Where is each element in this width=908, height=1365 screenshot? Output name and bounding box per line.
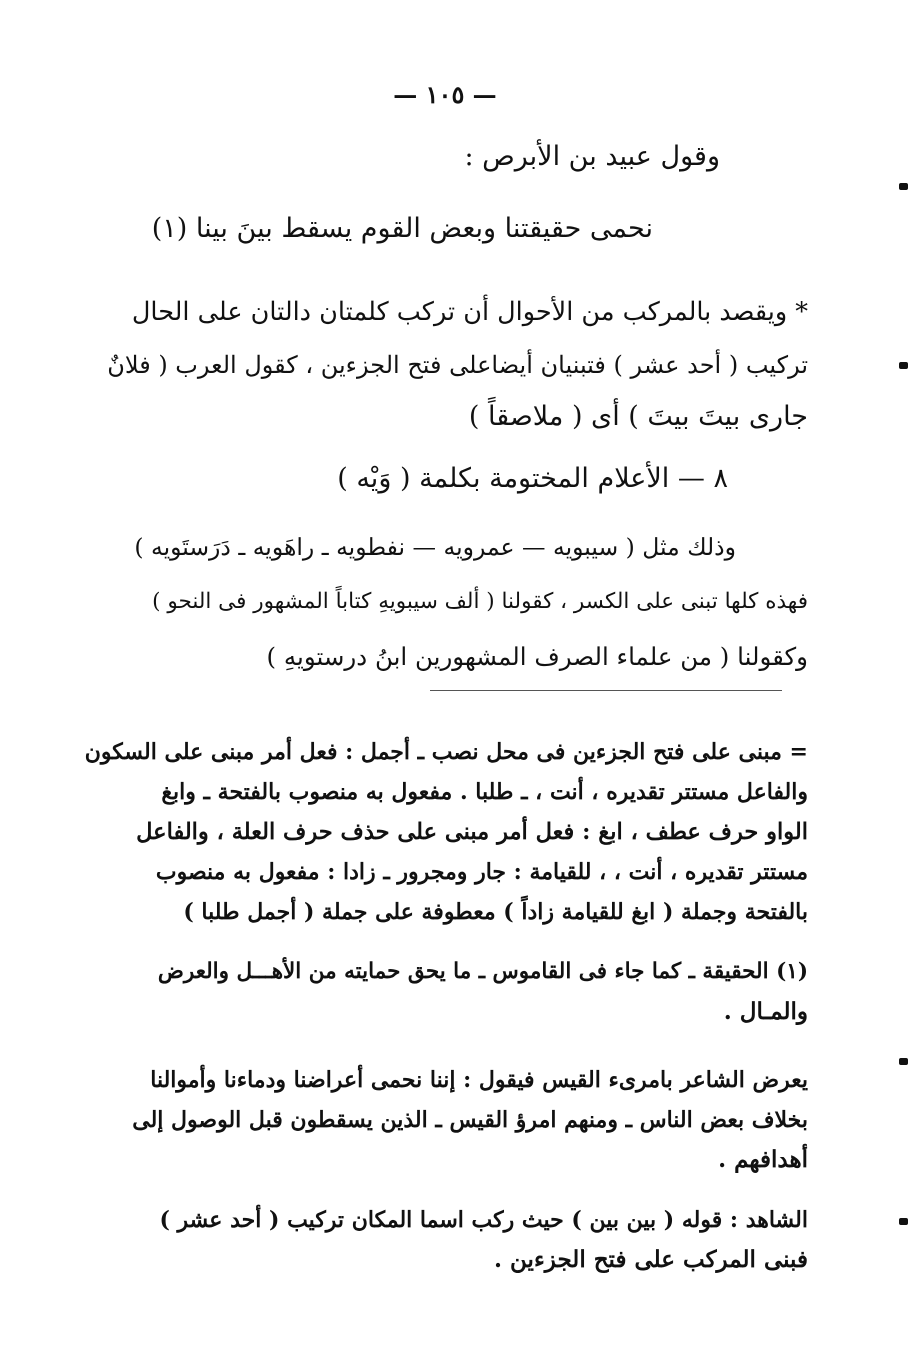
page-number: — ١٠٥ —: [393, 80, 497, 109]
footnote-line: بالفتحة وجملة ( ابغ للقيامة زاداً ) معطوفة على جملة ( أجمل طلبا ): [183, 899, 808, 925]
paragraph-line: وكقولنا ( من علماء الصرف المشهورين ابنُ درستويهِ ): [266, 642, 808, 671]
footnote-line: والمـال .: [723, 998, 808, 1025]
footnote-line: = مبنى على فتح الجزءين فى محل نصب ـ أجمل : فعل أمر مبنى على السكون: [84, 739, 808, 765]
scan-mark: [899, 1218, 908, 1225]
footnote-line: فبنى المركب على فتح الجزءين .: [494, 1246, 808, 1273]
footnote-line: الشاهد : قوله ( بين بين ) حيث ركب اسما المكان تركيب ( أحد عشر ): [159, 1207, 808, 1233]
paragraph-line: وذلك مثل ( سيبويه — عمرويه — نفطويه ـ راهَويه ـ دَرَستَويه ): [134, 533, 736, 561]
footnote-line: بخلاف بعض الناس ـ ومنهم امرؤ القيس ـ الذين يسقطون قبل الوصول إلى: [132, 1107, 808, 1133]
paragraph-line: تركيب ( أحد عشر ) فتبنيان أيضاعلى فتح الجزءين ، كقول العرب ( فلانٌ: [107, 351, 808, 379]
paragraph-line: * ويقصد بالمركب من الأحوال أن تركب كلمتان دالتان على الحال: [131, 297, 808, 327]
poetry-verse: نحمى حقيقتنا وبعض القوم يسقط بينَ بينا (١): [151, 213, 653, 244]
scan-mark: [899, 183, 908, 190]
footnote-line: مستتر تقديره ، أنت ، ، للقيامة : جار ومجرور ـ زادا : مفعول به منصوب: [155, 859, 808, 885]
paragraph-line: فهذه كلها تبنى على الكسر ، كقولنا ( ألف سيبويهِ كتاباً المشهور فى النحو ): [152, 589, 808, 614]
footnote-divider: [430, 690, 782, 691]
footnote-line: الواو حرف عطف ، ابغ : فعل أمر مبنى على حذف حرف العلة ، والفاعل: [136, 819, 808, 845]
scan-mark: [899, 362, 908, 369]
intro-line: وقول عبيد بن الأبرص :: [464, 141, 720, 172]
footnote-line: أهدافهم .: [718, 1146, 808, 1173]
scan-mark: [899, 1058, 908, 1065]
footnote-line: والفاعل مستتر تقديره ، أنت ، ـ طلبا . مفعول به منصوب بالفتحة ـ وابغ: [161, 779, 808, 805]
paragraph-line: جارى بيتَ بيتَ ) أى ( ملاصقاً ): [468, 401, 808, 432]
section-heading: ٨ — الأعلام المختومة بكلمة ( وَيْه ): [337, 463, 728, 494]
footnote-line: (١) الحقيقة ـ كما جاء فى القاموس ـ ما يحق حمايته من الأهـــل والعرض: [157, 959, 808, 984]
footnote-line: يعرض الشاعر بامرىء القيس فيقول : إننا نحمى أعراضنا ودماءنا وأموالنا: [150, 1067, 808, 1093]
